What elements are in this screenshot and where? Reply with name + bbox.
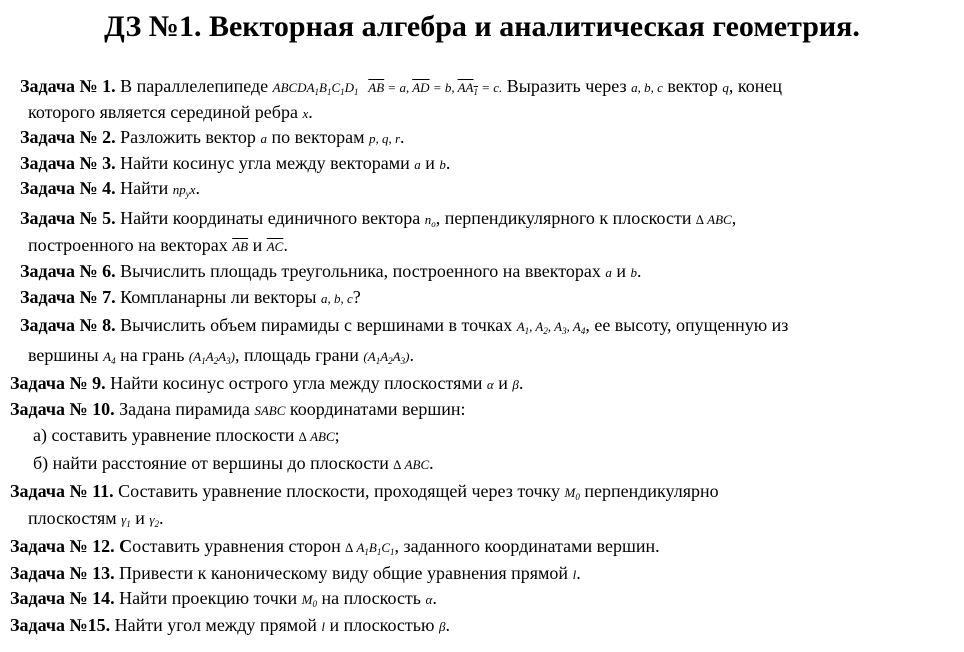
formula: q: [722, 80, 729, 95]
task-text: и: [493, 373, 513, 393]
task-text: Вычислить площадь треугольника, построенного на ввекторах: [115, 261, 606, 281]
formula: $(A_1A_2A_3)$: [188, 349, 235, 366]
task-text: оставить уравнения сторон: [132, 536, 346, 556]
task-label: Задача № 1.: [20, 76, 116, 96]
task-text: вектор: [662, 76, 723, 96]
formula: α: [425, 592, 433, 607]
task-text: которого является серединой ребра: [28, 102, 303, 122]
task-text: Найти угол между прямой: [110, 615, 322, 635]
task-10-b: [33, 452, 434, 476]
task-text: Выразить через: [502, 76, 632, 96]
task-13: [10, 562, 581, 586]
task-text: Разложить вектор: [115, 127, 261, 147]
task-text: В параллелепипеде: [115, 76, 273, 96]
task-text: по векторам: [266, 127, 369, 147]
task-text: .: [308, 102, 313, 122]
task-text: Найти координаты единичного вектора: [115, 208, 425, 228]
task-text: и: [611, 261, 631, 281]
task-text: .: [445, 615, 450, 635]
task-8-cont: [28, 344, 414, 368]
formula: $A_4$: [103, 349, 116, 366]
formula: b: [439, 157, 446, 172]
formula: $A_1$, $A_2$, $A_3$, $A_4$: [516, 319, 586, 336]
task-3: [20, 152, 450, 176]
task-label: Задача № 2.: [20, 127, 116, 147]
task-label: Задача № 8.: [20, 315, 116, 335]
formula: $\overline{AB}$: [232, 239, 249, 254]
task-1: [20, 75, 782, 99]
task-text: и: [248, 235, 267, 255]
formula: ∆ ABC: [695, 212, 732, 227]
task-text: .: [518, 373, 524, 393]
task-6: [20, 260, 642, 284]
task-label: Задача № 3.: [20, 153, 116, 173]
task-label: Задача № 6.: [20, 261, 116, 281]
task-text: .: [637, 261, 642, 281]
task-9: [10, 372, 523, 396]
formula: $n_o$: [424, 212, 436, 229]
formula: $(A_1A_2A_3)$: [363, 349, 410, 366]
task-text: Найти косинус острого угла между плоскостями: [105, 373, 487, 393]
task-1-cont: [28, 101, 313, 125]
formula: $M_0$: [564, 485, 580, 502]
task-label: Задача № 7.: [20, 287, 116, 307]
formula: ∆ ABC: [393, 457, 430, 472]
task-11: [10, 480, 719, 504]
formula: l: [572, 567, 577, 582]
task-text: , заданного координатами вершин.: [394, 536, 660, 556]
task-text: и: [130, 508, 150, 528]
formula: l: [321, 619, 325, 634]
task-text: ?: [352, 287, 361, 307]
task-5: [20, 207, 736, 231]
task-text: .: [576, 563, 581, 583]
task-text: Составить уравнение плоскости, проходящей через точку: [113, 481, 565, 501]
task-11-cont: [28, 507, 164, 531]
task-text: на плоскость: [316, 588, 426, 608]
task-label: Задача № 4.: [20, 178, 116, 198]
task-8: [20, 314, 788, 338]
task-text: Привести к каноническому виду общие уравнения прямой: [114, 563, 573, 583]
task-text: Найти косинус угла между векторами: [115, 153, 415, 173]
formula: ∆ $A_1B_1C_1$: [345, 540, 395, 557]
task-text: .: [432, 588, 437, 608]
task-label: Задача № 10.: [10, 399, 115, 419]
formula: a, b, c: [631, 80, 663, 95]
task-text: , перпендикулярного к плоскости: [435, 208, 696, 228]
task-5-cont: [28, 234, 288, 258]
formula: ∆ ABC: [298, 429, 335, 444]
task-label: Задача № 11.: [10, 481, 114, 501]
task-label: Задача № 14.: [10, 588, 115, 608]
formula: $np_yx$: [172, 182, 196, 199]
task-text: , площадь грани: [234, 345, 364, 365]
task-text: вершины: [28, 345, 104, 365]
formula: p, q, r: [368, 131, 401, 146]
task-label: Задача № 13.: [10, 563, 115, 583]
task-text: ,: [731, 208, 737, 228]
task-text: , ее высоту, опущенную из: [585, 315, 789, 335]
task-text: .: [195, 178, 201, 198]
task-12: [10, 535, 660, 559]
task-15: [10, 614, 450, 638]
task-text: Задана пирамида: [114, 399, 255, 419]
task-text: .: [445, 153, 451, 173]
task-text: плоскостям: [28, 508, 122, 528]
task-7: [20, 286, 361, 310]
task-text: Найти: [115, 178, 173, 198]
formula: b: [630, 265, 638, 280]
formula: β: [438, 619, 446, 634]
formula: SABC: [254, 403, 286, 418]
page-title: ДЗ №1. Векторная алгебра и аналитическая геометрия.: [104, 10, 860, 43]
task-text: Компланарны ли векторы: [115, 287, 321, 307]
task-text: .: [400, 127, 405, 147]
task-text: .: [159, 508, 164, 528]
formula: a: [414, 157, 421, 172]
task-10-a: [33, 424, 340, 448]
task-10: [10, 398, 466, 422]
formula: a: [260, 131, 267, 146]
formula: a: [605, 265, 612, 280]
task-text: Найти проекцию точки: [114, 588, 302, 608]
task-text: и плоскостью: [324, 615, 439, 635]
formula: $\gamma_2$: [149, 512, 160, 529]
formula: $ABCDA_1B_1C_1D_1$ $\overline{AB} = a$, $\overline{AD} = b$, $AA_1 = c$.: [272, 80, 503, 97]
task-text: .: [409, 345, 414, 365]
formula: $\gamma_1$: [121, 512, 131, 529]
task-text: б) найти расстояние от вершины до плоскости: [33, 453, 394, 473]
formula: $\overline{AC}$: [266, 239, 284, 254]
task-label: Задача № 9.: [10, 373, 106, 393]
task-text: , конец: [728, 76, 782, 96]
task-text: перпендикулярно: [579, 481, 719, 501]
task-text: координатами вершин:: [285, 399, 466, 419]
formula: β: [512, 377, 519, 392]
task-text: .: [429, 453, 434, 473]
task-text: ;: [334, 425, 340, 445]
task-text: построенного на векторах: [28, 235, 233, 255]
formula: α: [486, 377, 494, 392]
task-text: .: [283, 235, 288, 255]
formula: x: [302, 106, 309, 121]
task-text: и: [420, 153, 440, 173]
task-text: на грань: [115, 345, 189, 365]
formula: $M_0$: [301, 592, 317, 609]
task-text: а) составить уравнение плоскости: [33, 425, 299, 445]
task-14: [10, 587, 437, 611]
task-4: [20, 177, 200, 201]
task-label: Задача № 5.: [20, 208, 116, 228]
task-label: Задача №15.: [10, 615, 111, 635]
task-label: Задача № 12. С: [10, 536, 133, 556]
formula: a, b, c: [320, 291, 353, 306]
task-2: [20, 126, 405, 150]
task-text: Вычислить объем пирамиды с вершинами в точках: [115, 315, 517, 335]
